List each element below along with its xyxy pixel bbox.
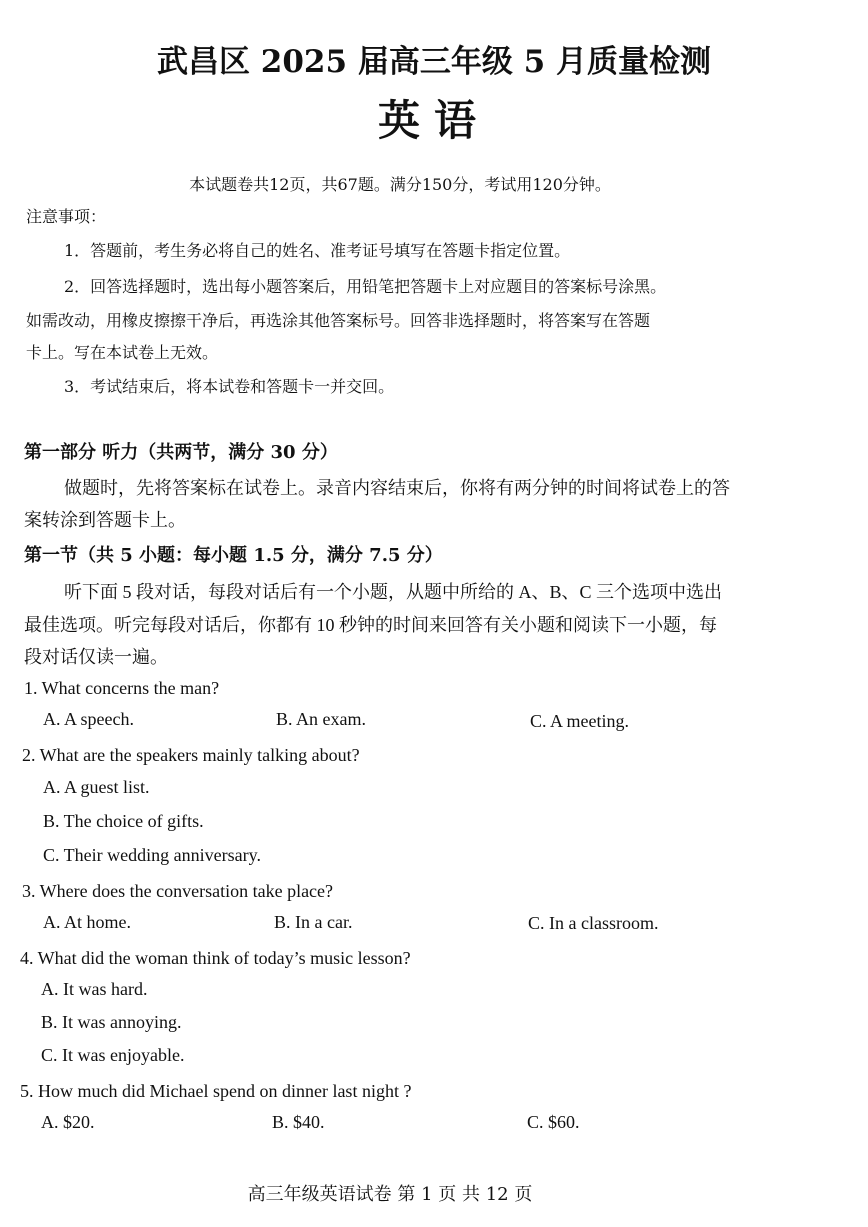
section1-instruction-line: 最佳选项。听完每段对话后，你都有 10 秒钟的时间来回答有关小题和阅读下一小题，每 <box>24 615 717 635</box>
note-line: 如需改动，用橡皮擦擦干净后，再选涂其他答案标号。回答非选择题时，将答案写在答题 <box>26 311 651 330</box>
exam-intro: 本试题卷共12页，共67题。满分150分，考试用120分钟。 <box>189 175 611 194</box>
question-stem: 1. What concerns the man? <box>24 678 220 698</box>
exam-title: 武昌区 2025 届高三年级 5 月质量检测 <box>156 44 712 80</box>
note-line: 卡上。写在本试卷上无效。 <box>26 343 219 362</box>
option-b: B. It was annoying. <box>41 1012 182 1032</box>
question-stem: 5. How much did Michael spend on dinner last night ? <box>20 1081 412 1101</box>
option-c: C. A meeting. <box>530 711 629 731</box>
option-c: C. In a classroom. <box>528 913 659 933</box>
part1-instruction-line: 做题时，先将答案标在试卷上。录音内容结束后，你将有两分钟的时间将试卷上的答 <box>64 478 730 498</box>
option-a: A. It was hard. <box>41 979 148 999</box>
option-c: C. It was enjoyable. <box>41 1045 185 1065</box>
section1-instruction-line: 段对话仅读一遍。 <box>24 647 168 667</box>
option-c: C. $60. <box>527 1112 580 1132</box>
part1-instruction-line: 案转涂到答题卡上。 <box>24 510 186 530</box>
question-stem: 4. What did the woman think of today’s music lesson? <box>20 948 411 968</box>
option-b: B. $40. <box>272 1112 325 1132</box>
page-footer: 高三年级英语试卷 第 1 页 共 12 页 <box>247 1184 533 1205</box>
option-b: B. The choice of gifts. <box>43 811 204 831</box>
section1-heading: 第一节（共 5 小题：每小题 1.5 分，满分 7.5 分） <box>24 545 443 566</box>
subject-title: 英语 <box>377 96 490 145</box>
option-a: A. A speech. <box>43 709 134 729</box>
option-b: B. In a car. <box>274 912 353 932</box>
option-a: A. At home. <box>43 912 131 932</box>
note-line: 3．考试结束后，将本试卷和答题卡一并交回。 <box>64 377 395 396</box>
note-line: 1．答题前，考生务必将自己的姓名、准考证号填写在答题卡指定位置。 <box>64 241 571 260</box>
option-a: A. A guest list. <box>43 777 150 797</box>
note-line: 2．回答选择题时，选出每小题答案后，用铅笔把答题卡上对应题目的答案标号涂黑。 <box>64 277 667 296</box>
option-c: C. Their wedding anniversary. <box>43 845 261 865</box>
question-stem: 2. What are the speakers mainly talking about? <box>22 745 360 765</box>
notes-heading: 注意事项： <box>26 207 107 226</box>
option-a: A. $20. <box>41 1112 95 1132</box>
part1-heading: 第一部分 听力（共两节，满分 30 分） <box>24 442 338 463</box>
option-b: B. An exam. <box>276 709 366 729</box>
question-stem: 3. Where does the conversation take place? <box>22 881 334 901</box>
section1-instruction-line: 听下面 5 段对话，每段对话后有一个小题，从题中所给的 A、B、C 三个选项中选出 <box>64 582 723 602</box>
